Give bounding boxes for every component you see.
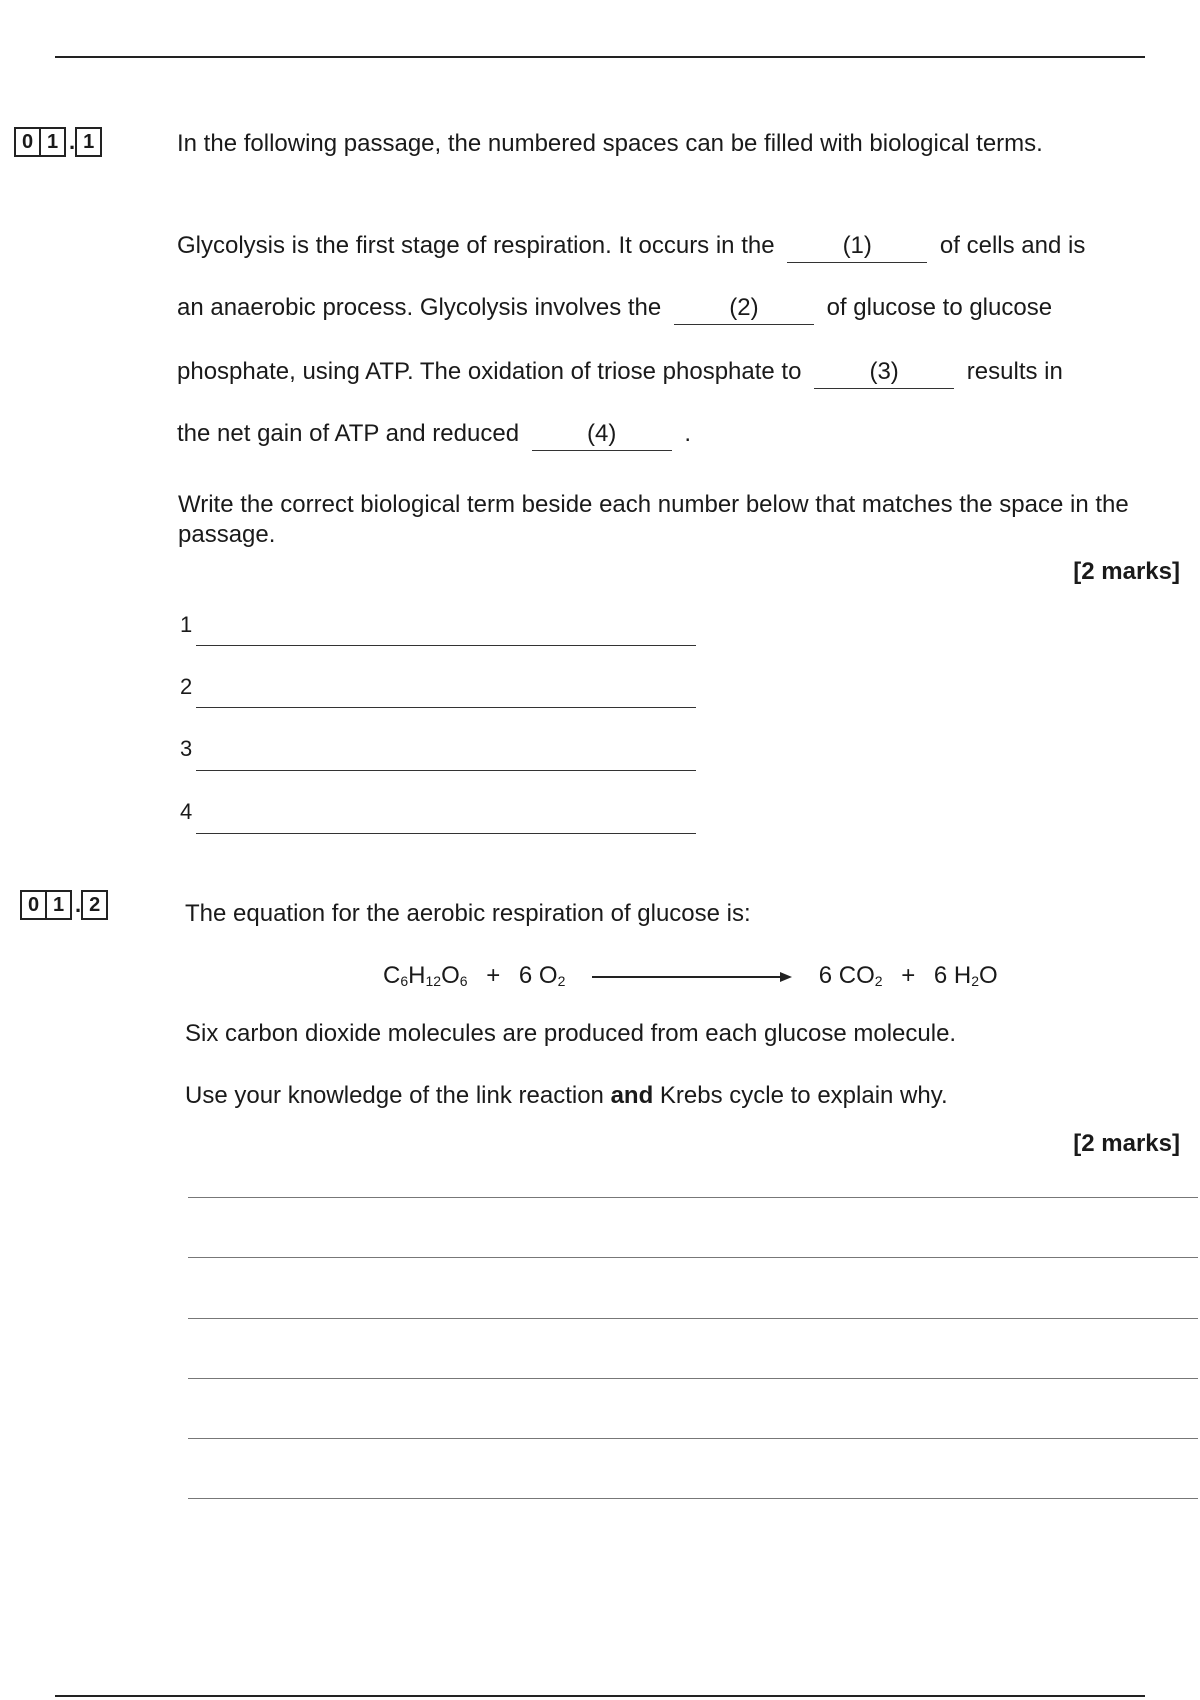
marks-label: [2 marks] — [1073, 1130, 1180, 1157]
question-dot: . — [75, 892, 82, 917]
instruction-part: Use your knowledge of the link reaction — [185, 1082, 604, 1109]
instruction-part: Krebs cycle to explain why. — [659, 1082, 948, 1109]
bottom-rule — [55, 1695, 1145, 1697]
answer-writing-line[interactable] — [188, 1378, 1198, 1379]
question-prompt: In the following passage, the numbered spaces can be filled with biological terms. — [177, 130, 1043, 157]
marks-label: [2 marks] — [1073, 558, 1180, 585]
statement-text: Six carbon dioxide molecules are produced from each glucose molecule. — [185, 1020, 957, 1047]
reactant-oxygen: 6 $O_2$ — [518, 962, 566, 989]
reactant-glucose: $C_6H_{12}O_6$ — [383, 962, 468, 989]
instruction-emphasis: and — [610, 1082, 654, 1109]
answer-number: 4 — [180, 799, 193, 824]
blank-2[interactable]: (2) — [674, 294, 814, 325]
passage-text: of cells and is — [939, 232, 1086, 259]
passage-line — [177, 420, 691, 451]
answer-writing-line[interactable] — [188, 1438, 1198, 1439]
equation — [383, 962, 998, 990]
question-dot: . — [69, 129, 76, 154]
question-prompt: The equation for the aerobic respiration of glucose is: — [185, 900, 751, 927]
passage-text: Glycolysis is the first stage of respiration. It occurs in the — [177, 232, 775, 259]
passage-text: of glucose to glucose — [826, 294, 1053, 321]
passage-text: results in — [966, 358, 1063, 385]
answer-line-3[interactable] — [196, 770, 696, 771]
answer-writing-line[interactable] — [188, 1257, 1198, 1258]
passage-line — [177, 232, 1085, 263]
passage-text: . — [684, 420, 692, 447]
question-number-01-2 — [22, 890, 108, 920]
question-digit: 1 — [75, 127, 102, 157]
product-water: 6 $H_2O$ — [933, 962, 998, 989]
passage-line — [177, 294, 1052, 325]
passage-line — [177, 358, 1063, 389]
blank-1[interactable]: (1) — [787, 232, 927, 263]
question-digit: 1 — [45, 890, 72, 920]
reaction-arrow-icon — [592, 967, 792, 987]
answer-writing-line[interactable] — [188, 1197, 1198, 1198]
passage-text: an anaerobic process. Glycolysis involves the — [177, 294, 662, 321]
answer-number: 3 — [180, 736, 193, 761]
answer-number: 1 — [180, 612, 193, 637]
top-rule — [55, 56, 1145, 58]
blank-4[interactable]: (4) — [532, 420, 672, 451]
instruction-text — [185, 1082, 948, 1110]
passage-text: the net gain of ATP and reduced — [177, 420, 520, 447]
answer-writing-line[interactable] — [188, 1498, 1198, 1499]
product-carbon-dioxide: 6 $CO_2$ — [818, 962, 883, 989]
answer-line-2[interactable] — [196, 707, 696, 708]
answer-line-4[interactable] — [196, 833, 696, 834]
plus-sign: + — [901, 962, 916, 989]
question-digit: 0 — [20, 890, 47, 920]
passage-text: phosphate, using ATP. The oxidation of triose phosphate to — [177, 358, 802, 385]
question-digit: 0 — [14, 127, 41, 157]
answer-writing-line[interactable] — [188, 1318, 1198, 1319]
answer-line-1[interactable] — [196, 645, 696, 646]
instruction-text: Write the correct biological term beside each number below that matches the space in the passage. — [178, 491, 1129, 548]
answer-number: 2 — [180, 674, 193, 699]
question-digit: 2 — [81, 890, 108, 920]
question-number-01-1 — [16, 127, 102, 157]
question-digit: 1 — [39, 127, 66, 157]
blank-3[interactable]: (3) — [814, 358, 954, 389]
plus-sign: + — [486, 962, 501, 989]
